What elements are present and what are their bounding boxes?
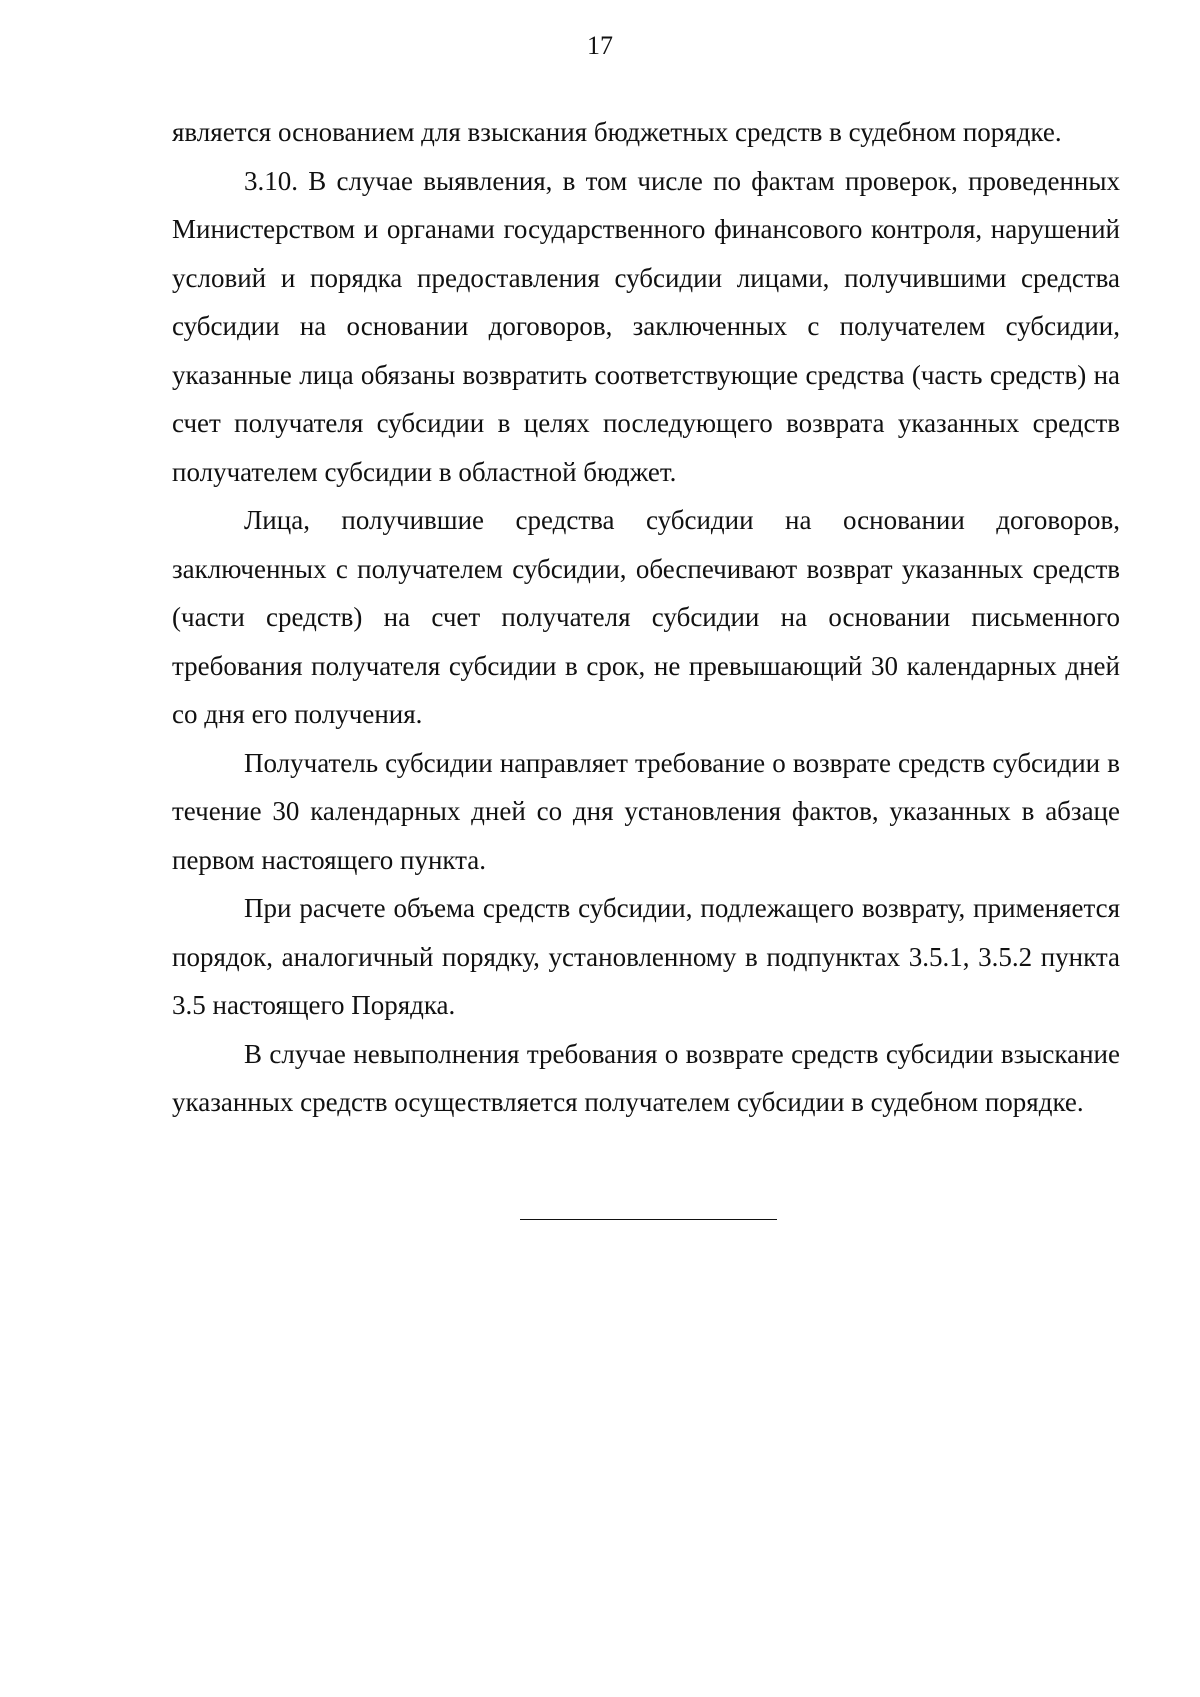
paragraph-3-10: 3.10. В случае выявления, в том числе по фактам проверок, проведенных Министерством и органами государственного финансового контроля, нарушений условий и порядка предоставления субсидии лицами, получившими средства субсидии на основании договоров, заключенных с получателем субсидии, указанные лица обязаны возвратить соответствующие средства (часть средств) на счет получателя субсидии в целях последующего возврата указанных средств получателем субсидии в областной бюджет. — [172, 165, 1120, 487]
paragraph-return-request: Получатель субсидии направляет требование о возврате средств субсидии в течение 30 календарных дней со дня установления фактов, указанных в абзаце первом настоящего пункта. — [172, 747, 1120, 875]
paragraph-court-recovery: В случае невыполнения требования о возврате средств субсидии взыскание указанных средств осуществляется получателем субсидии в судебном порядке. — [172, 1038, 1120, 1117]
document-body — [172, 108, 1120, 1127]
end-of-document-rule — [520, 1219, 777, 1220]
paragraph-continuation: является основанием для взыскания бюджетных средств в судебном порядке. — [172, 117, 1062, 147]
paragraph-calculation: При расчете объема средств субсидии, подлежащего возврату, применяется порядок, аналогичный порядку, установленному в подпунктах 3.5.1, 3.5.2 пункта 3.5 настоящего Порядка. — [172, 893, 1120, 1020]
page-number: 17 — [587, 31, 613, 60]
paragraph-persons-return: Лица, получившие средства субсидии на основании договоров, заключенных с получателем субсидии, обеспечивают возврат указанных средств (части средств) на счет получателя субсидии на основании письменного требования получателя субсидии в срок, не превышающий 30 календарных дней со дня его получения. — [172, 505, 1120, 729]
